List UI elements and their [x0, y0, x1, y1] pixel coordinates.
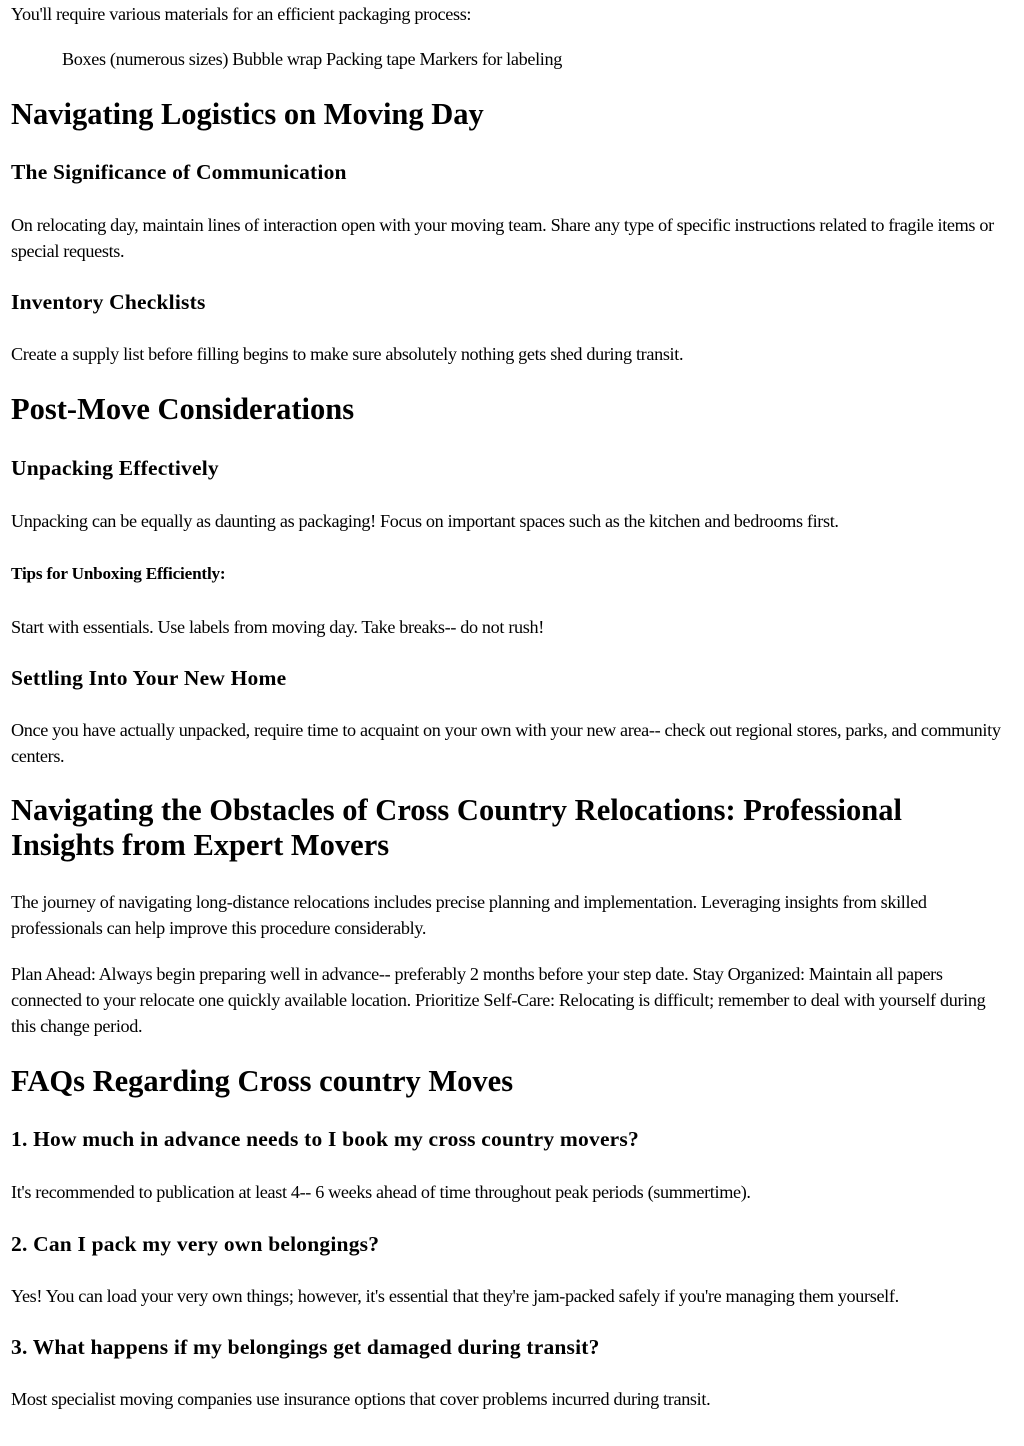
faq-question-2: 2. Can I pack my very own belongings? — [11, 1232, 380, 1256]
section-heading-logistics: Navigating Logistics on Moving Day — [11, 97, 484, 131]
settling-paragraph: Once you have actually unpacked, require time to acquaint on your own with your new area-- check out regional stores, parks, and community centers. — [11, 720, 1001, 766]
faq-answer-2: Yes! You can load your very own things; however, it's essential that they're jam-packed safely if you're managing them yourself. — [11, 1286, 899, 1306]
section-heading-post-move: Post-Move Considerations — [11, 392, 355, 426]
faq-answer-1: It's recommended to publication at least 4-- 6 weeks ahead of time throughout peak periods (summertime). — [11, 1182, 751, 1202]
inventory-paragraph: Create a supply list before filling begins to make sure absolutely nothing gets shed during transit. — [11, 344, 684, 364]
faq-question-1: 1. How much in advance needs to I book my cross country movers? — [11, 1127, 639, 1151]
section-heading-faqs: FAQs Regarding Cross country Moves — [11, 1064, 514, 1098]
tips-paragraph: Start with essentials. Use labels from moving day. Take breaks-- do not rush! — [11, 617, 544, 637]
faq-answer-3: Most specialist moving companies use insurance options that cover problems incurred during transit. — [11, 1389, 711, 1409]
subheading-communication: The Significance of Communication — [11, 160, 347, 184]
subheading-settling: Settling Into Your New Home — [11, 666, 287, 690]
section-heading-obstacles: Navigating the Obstacles of Cross Country Relocations: Professional Insights from Expert Movers — [11, 793, 902, 862]
faq-question-3: 3. What happens if my belongings get damaged during transit? — [11, 1335, 600, 1359]
intro-text: You'll require various materials for an efficient packaging process: — [11, 4, 472, 24]
subheading-unpacking: Unpacking Effectively — [11, 456, 219, 480]
subheading-inventory: Inventory Checklists — [11, 290, 206, 314]
communication-paragraph: On relocating day, maintain lines of interaction open with your moving team. Share any type of specific instructions related to fragile items or special requests. — [11, 215, 994, 261]
unpacking-paragraph: Unpacking can be equally as daunting as packaging! Focus on important spaces such as the kitchen and bedrooms first. — [11, 511, 839, 531]
subheading-tips: Tips for Unboxing Efficiently: — [11, 564, 226, 583]
obstacles-paragraph-2: Plan Ahead: Always begin preparing well in advance-- preferably 2 months before your step date. Stay Organized: Maintain all papers connected to your relocate one quickly available location. Prioritize Self-Care: Relocating is difficult; remember to deal with yourself during this change period. — [11, 964, 986, 1036]
materials-list: Boxes (numerous sizes) Bubble wrap Packing tape Markers for labeling — [62, 49, 562, 69]
obstacles-paragraph-1: The journey of navigating long-distance relocations includes precise planning and implementation. Leveraging insights from skilled professionals can help improve this procedure considerably. — [11, 892, 927, 938]
